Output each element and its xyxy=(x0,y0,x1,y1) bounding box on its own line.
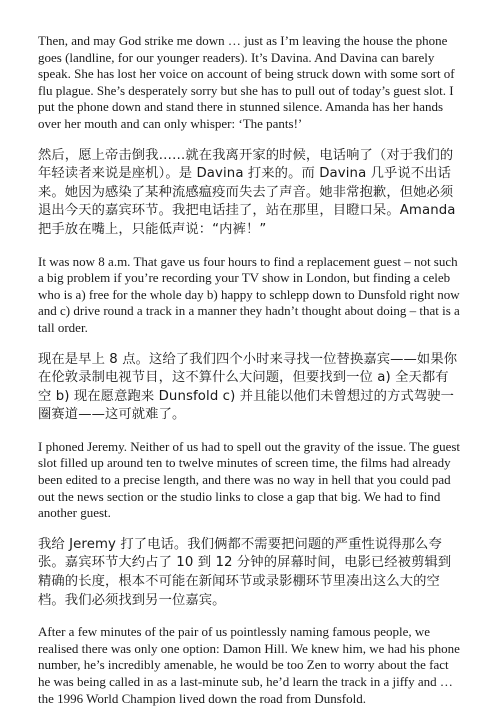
paragraph-zh-davina-call: 然后，愿上帝击倒我……就在我离开家的时候，电话响了（对于我们的年轻读者来说是座机）。是 Davina 打来的。而 Davina 几乎说不出话来。她因为感染了某种流感瘟疫而失去了声音。她非常抱歉，但她必须退出今天的嘉宾环节。我把电话挂了，站在那里，目瞪口呆。Amanda 把手放在嘴上，只能低声说：“内裤！” xyxy=(38,147,456,237)
paragraph-en-phoned-jeremy: I phoned Jeremy. Neither of us had to spell out the gravity of the issue. The guest slot filled up around ten to twelve minutes of screen time, the films had already been edited to a precise length, and there was no way in hell that you could pad out the news section or the studio links to close a gap that big. We had to find another guest. xyxy=(38,438,461,521)
paragraph-en-damon-hill: After a few minutes of the pair of us pointlessly naming famous people, we realised there was only one option: Damon Hill. We knew him, we had his phone number, he’s incredibly amenable, he would be too Zen to worry about the fact he was being called in as a last-minute sub, he’d learn the track in a jiffy and … the 1996 World Champion lived down the road from Dunsfold. xyxy=(38,624,460,706)
paragraph-en-davina-call: Then, and may God strike me down … just as I’m leaving the house the phone goes (landline, for our younger readers). It’s Davina. And Davina can barely speak. She has lost her voice on account of being struck down with some sort of flu plague. She’s desperately sorry but she has to pull out of today’s guest slot. I put the phone down and stand there in stunned silence. Amanda has her hands over her mouth and can only whisper: ‘The pants!’ xyxy=(38,33,455,131)
paragraph-en-replacement-guest: It was now 8 a.m. That gave us four hours to find a replacement guest – not such a big problem if you’re recording your TV show in London, but finding a celeb who is a) free for the whole day b) happy to schlepp down to Dunsfold right now and c) drive round a track in a manner they hadn’t thought about doing – that is a tall order. xyxy=(38,253,460,335)
paragraph-zh-phoned-jeremy: 我给 Jeremy 打了电话。我们俩都不需要把问题的严重性说得那么夸张。嘉宾环节大约占了 10 到 12 分钟的屏幕时间，电影已经被剪辑到精确的长度，根本不可能在新闻环节或录影棚环节里凑出这么大的空档。我们必须找到另一位嘉宾。 xyxy=(38,536,452,608)
paragraph-zh-replacement-guest: 现在是早上 8 点。这给了我们四个小时来寻找一位替换嘉宾——如果你在伦敦录制电视节目，这不算什么大问题，但要找到一位 a) 全天都有空 b) 现在愿意跑来 Dunsfold c) 并且能以他们未曾想过的方式驾驶一圈赛道——这可就难了。 xyxy=(38,351,458,423)
